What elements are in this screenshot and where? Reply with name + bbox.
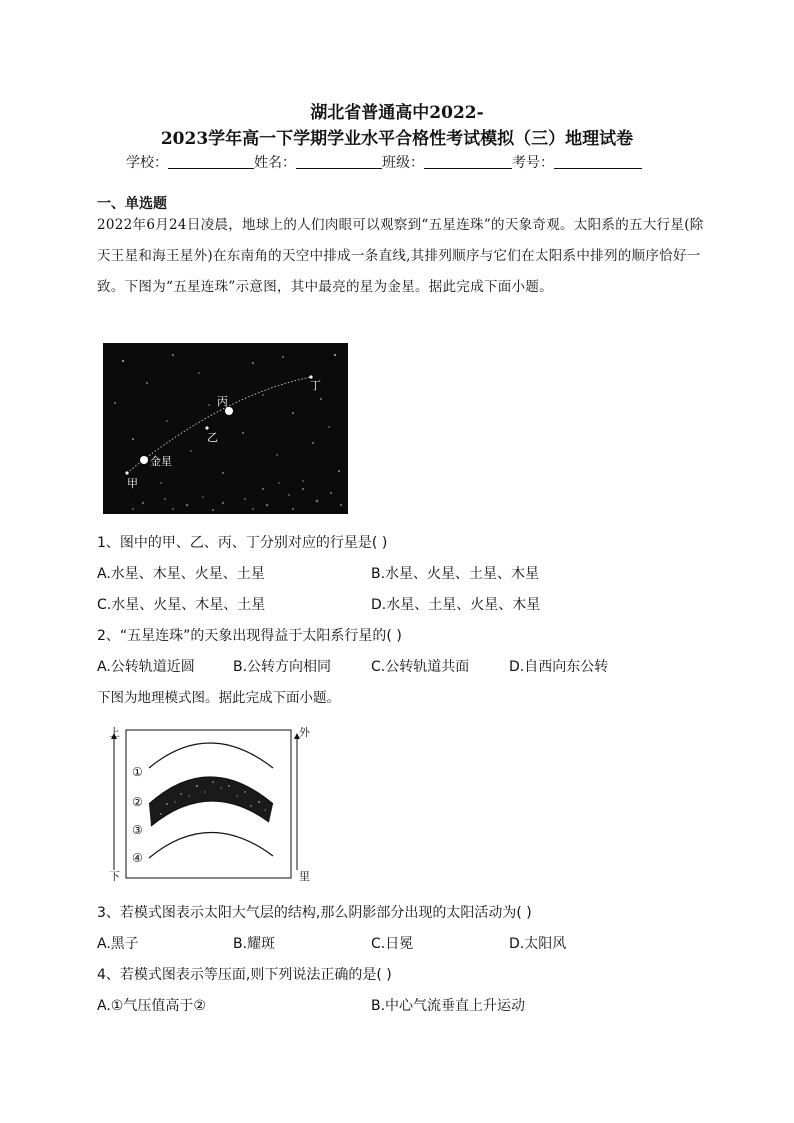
label-jia: 甲 [127,477,138,490]
name-blank [296,154,382,169]
q4-option-a[interactable]: A.①气压值高于② [97,998,206,1014]
curve-1 [149,743,273,768]
student-info-line [126,152,642,172]
q3-option-b[interactable]: B.耀斑 [233,936,276,952]
label-venus: 金星 [150,455,172,468]
q2-option-c[interactable]: C.公转轨道共面 [371,659,470,675]
q1-option-b[interactable]: B.水星、火星、土星、木星 [371,566,540,582]
five-planets-figure [103,343,348,514]
q2-option-d[interactable]: D.自西向东公转 [509,659,609,675]
q2-option-b[interactable]: B.公转方向相同 [233,659,332,675]
id-label: 考号： [512,155,554,171]
label-bing: 丙 [217,395,228,408]
class-label: 班级： [382,155,424,171]
exam-title-line2: 2023学年高一下学期学业水平合格性考试模拟（三）地理试卷 [160,129,634,149]
label-top: 上 [109,726,120,739]
label-circle-4: ④ [132,851,143,865]
passage-1: 2022年6月24日凌晨，地球上的人们肉眼可以观察到“五星连珠”的天象奇观。太阳系的五大行星(除天王星和海王星外)在东南角的天空中排成一条直线,其排列顺序与它们在太阳系中排列的顺序恰好一致。下图为“五星连珠”示意图，其中最亮的星为金星。据此完成下面小题。 [97,217,704,295]
planet-yi [205,426,208,429]
question-4-stem: 4、若模式图表示等压面,则下列说法正确的是( ) [97,967,392,983]
q2-option-a[interactable]: A.公转轨道近圆 [97,659,195,675]
label-bottom: 下 [109,870,120,883]
exam-title-line1: 湖北省普通高中2022- [310,103,484,123]
label-circle-3: ③ [132,823,143,837]
q3-option-c[interactable]: C.日冕 [371,936,414,952]
planet-jia [125,471,128,474]
name-label: 姓名： [254,155,296,171]
curve-4 [149,832,273,858]
planet-venus [140,456,148,464]
section-title: 一、单选题 [97,196,167,212]
geography-model-figure [101,722,321,884]
planet-bing [225,407,233,415]
q1-option-a[interactable]: A.水星、木星、火星、土星 [97,566,265,582]
class-blank [424,154,512,169]
label-inner: 里 [299,870,310,883]
id-blank [554,154,642,169]
q1-option-d[interactable]: D.水星、土星、火星、木星 [371,597,541,613]
label-ding: 丁 [310,379,321,392]
question-2-stem: 2、“五星连珠”的天象出现得益于太阳系行星的( ) [97,628,402,644]
label-yi: 乙 [207,431,218,444]
school-blank [168,154,254,169]
q4-option-b[interactable]: B.中心气流垂直上升运动 [371,998,526,1014]
night-sky-background [103,343,348,514]
q3-option-a[interactable]: A.黑子 [97,936,139,952]
label-circle-2: ② [132,795,143,809]
school-label: 学校： [126,155,168,171]
question-3-stem: 3、若模式图表示太阳大气层的结构,那么阴影部分出现的太阳活动为( ) [97,905,532,921]
question-1-stem: 1、图中的甲、乙、丙、丁分别对应的行星是( ) [97,535,388,551]
label-circle-1: ① [132,765,143,779]
passage-2: 下图为地理模式图。据此完成下面小题。 [97,690,340,706]
q1-option-c[interactable]: C.水星、火星、木星、土星 [97,597,266,613]
q3-option-d[interactable]: D.太阳风 [509,936,567,952]
label-outer: 外 [299,726,310,739]
